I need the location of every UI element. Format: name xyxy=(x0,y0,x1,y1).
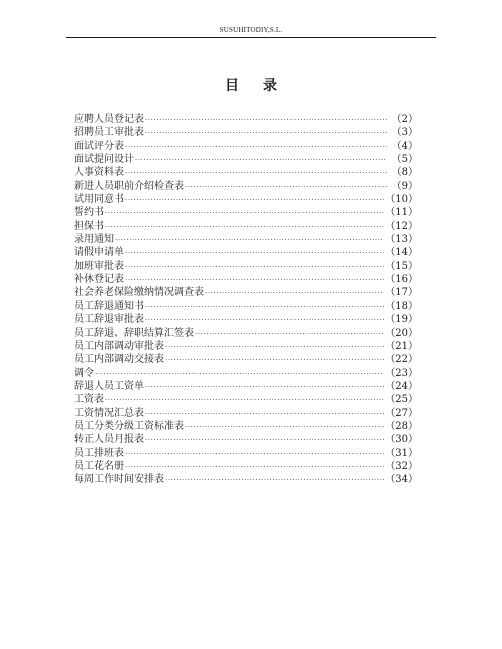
toc-entry-page-number: （24） xyxy=(385,380,418,392)
toc-entry-page-number: （27） xyxy=(385,407,418,419)
toc-entry-page-number: （13） xyxy=(385,234,418,246)
toc-leader-dots xyxy=(145,114,387,127)
toc-entry[interactable] xyxy=(74,367,418,380)
toc-entry-page-number: （22） xyxy=(385,354,418,366)
toc-entry-title: 员工辞退通知书 xyxy=(74,300,144,312)
toc-entry-title: 员工内部调动审批表 xyxy=(74,340,164,352)
toc-entry-page-number: （4） xyxy=(391,140,418,152)
toc-entry[interactable] xyxy=(74,126,418,139)
toc-leader-dots xyxy=(165,341,384,354)
toc-entry-page-number: （15） xyxy=(385,260,418,272)
title-char-2: 录 xyxy=(263,78,277,94)
toc-leader-dots xyxy=(125,247,384,260)
toc-entry-title: 转正人员月报表 xyxy=(74,434,144,446)
toc-entry[interactable] xyxy=(74,220,418,233)
toc-leader-dots xyxy=(125,167,387,180)
header-divider xyxy=(66,37,436,38)
toc-entry[interactable] xyxy=(74,113,418,126)
toc-entry-page-number: （10） xyxy=(385,194,418,206)
toc-entry-title: 辞退人员工资单 xyxy=(74,380,144,392)
company-name: SUSUHITODIY,S.L. xyxy=(219,26,283,34)
toc-leader-dots xyxy=(145,434,384,447)
toc-entry-title: 加班审批表 xyxy=(74,260,124,272)
toc-entry-title: 社会养老保险缴纳情况调查表 xyxy=(74,287,204,299)
toc-leader-dots xyxy=(105,394,384,407)
toc-entry[interactable] xyxy=(74,260,418,273)
toc-entry[interactable] xyxy=(74,206,418,219)
toc-entry-page-number: （18） xyxy=(385,300,418,312)
toc-entry-title: 员工分类分级工资标准表 xyxy=(74,420,184,432)
toc-entry[interactable] xyxy=(74,327,418,340)
toc-entry-title: 誓约书 xyxy=(74,207,104,219)
toc-entry[interactable] xyxy=(74,340,418,353)
toc-leader-dots xyxy=(145,127,387,140)
toc-entry-title: 员工辞退审批表 xyxy=(74,314,144,326)
toc-leader-dots xyxy=(105,221,384,234)
toc-entry-page-number: （28） xyxy=(385,420,418,432)
toc-entry-page-number: （20） xyxy=(385,327,418,339)
toc-entry-page-number: （8） xyxy=(391,167,418,179)
toc-entry-page-number: （19） xyxy=(385,314,418,326)
toc-entry-title: 录用通知 xyxy=(74,234,114,246)
toc-leader-dots xyxy=(185,181,387,194)
toc-entry-title: 每周工作时间安排表 xyxy=(74,474,164,486)
toc-entry[interactable] xyxy=(74,166,418,179)
toc-entry-title: 补休登记表 xyxy=(74,274,124,286)
toc-entry-title: 员工内部调动交接表 xyxy=(74,354,164,366)
toc-leader-dots xyxy=(185,421,384,434)
toc-leader-dots xyxy=(125,274,384,287)
toc-entry-page-number: （2） xyxy=(391,114,418,125)
toc-entry[interactable] xyxy=(74,193,418,206)
toc-entry-page-number: （17） xyxy=(385,287,418,299)
toc-entry-title: 应聘人员登记表 xyxy=(74,114,144,125)
toc-leader-dots xyxy=(165,474,384,487)
toc-leader-dots xyxy=(125,141,387,154)
toc-entry[interactable] xyxy=(74,460,418,473)
toc-entry[interactable] xyxy=(74,433,418,446)
toc-leader-dots xyxy=(115,234,384,247)
toc-entry-page-number: （31） xyxy=(385,447,418,459)
toc-leader-dots xyxy=(145,314,384,327)
toc-entry-title: 员工排班表 xyxy=(74,447,124,459)
toc-leader-dots xyxy=(145,381,384,394)
toc-entry-page-number: （3） xyxy=(391,127,418,139)
toc-entry[interactable] xyxy=(74,273,418,286)
toc-entry-page-number: （34） xyxy=(385,474,418,486)
toc-entry-title: 调令 xyxy=(74,367,94,379)
table-of-contents xyxy=(74,113,418,487)
toc-entry[interactable] xyxy=(74,180,418,193)
toc-entry-title: 员工花名册 xyxy=(74,460,124,472)
toc-entry-title: 担保书 xyxy=(74,220,104,232)
page-header xyxy=(66,26,436,35)
toc-entry-title: 面试评分表 xyxy=(74,140,124,152)
toc-leader-dots xyxy=(145,408,384,421)
toc-entry-title: 新进人员职前介绍检查表 xyxy=(74,180,184,192)
toc-leader-dots xyxy=(95,368,384,381)
toc-leader-dots xyxy=(105,207,384,220)
toc-leader-dots xyxy=(165,354,384,367)
toc-leader-dots xyxy=(125,461,384,474)
toc-entry[interactable] xyxy=(74,313,418,326)
toc-entry-page-number: （32） xyxy=(385,460,418,472)
toc-entry-page-number: （14） xyxy=(385,247,418,259)
toc-entry-page-number: （16） xyxy=(385,274,418,286)
toc-entry-page-number: （23） xyxy=(385,367,418,379)
toc-entry[interactable] xyxy=(74,393,418,406)
toc-entry-title: 员工辞退、辞职结算汇签表 xyxy=(74,327,194,339)
toc-entry-page-number: （25） xyxy=(385,394,418,406)
toc-leader-dots xyxy=(205,287,384,300)
toc-entry[interactable] xyxy=(74,233,418,246)
toc-entry-title: 试用同意书 xyxy=(74,194,124,206)
toc-leader-dots xyxy=(135,154,387,167)
title-char-1: 目 xyxy=(225,78,239,94)
toc-entry[interactable] xyxy=(74,380,418,393)
toc-entry[interactable] xyxy=(74,420,418,433)
toc-entry-title: 招聘员工审批表 xyxy=(74,127,144,139)
toc-entry-page-number: （11） xyxy=(385,207,418,219)
toc-entry-title: 人事资料表 xyxy=(74,167,124,179)
toc-leader-dots xyxy=(195,328,384,341)
page-title xyxy=(0,78,502,94)
toc-entry-page-number: （9） xyxy=(391,180,418,192)
toc-entry[interactable] xyxy=(74,300,418,313)
toc-entry-page-number: （30） xyxy=(385,434,418,446)
toc-leader-dots xyxy=(125,448,384,461)
toc-entry[interactable] xyxy=(74,286,418,299)
toc-entry-title: 工资表 xyxy=(74,394,104,406)
toc-leader-dots xyxy=(145,301,384,314)
toc-entry-page-number: （5） xyxy=(391,154,418,166)
toc-entry[interactable] xyxy=(74,153,418,166)
toc-entry-title: 请假申请单 xyxy=(74,247,124,259)
toc-leader-dots xyxy=(125,194,384,207)
toc-entry-title: 面试提问设计 xyxy=(74,154,134,166)
toc-entry-title: 工资情况汇总表 xyxy=(74,407,144,419)
toc-entry[interactable] xyxy=(74,353,418,366)
toc-leader-dots xyxy=(125,261,384,274)
toc-entry-page-number: （21） xyxy=(385,340,418,352)
toc-entry[interactable] xyxy=(74,407,418,420)
toc-entry[interactable] xyxy=(74,473,418,486)
toc-entry[interactable] xyxy=(74,246,418,259)
toc-entry[interactable] xyxy=(74,447,418,460)
toc-entry-page-number: （12） xyxy=(385,220,418,232)
toc-entry[interactable] xyxy=(74,140,418,153)
